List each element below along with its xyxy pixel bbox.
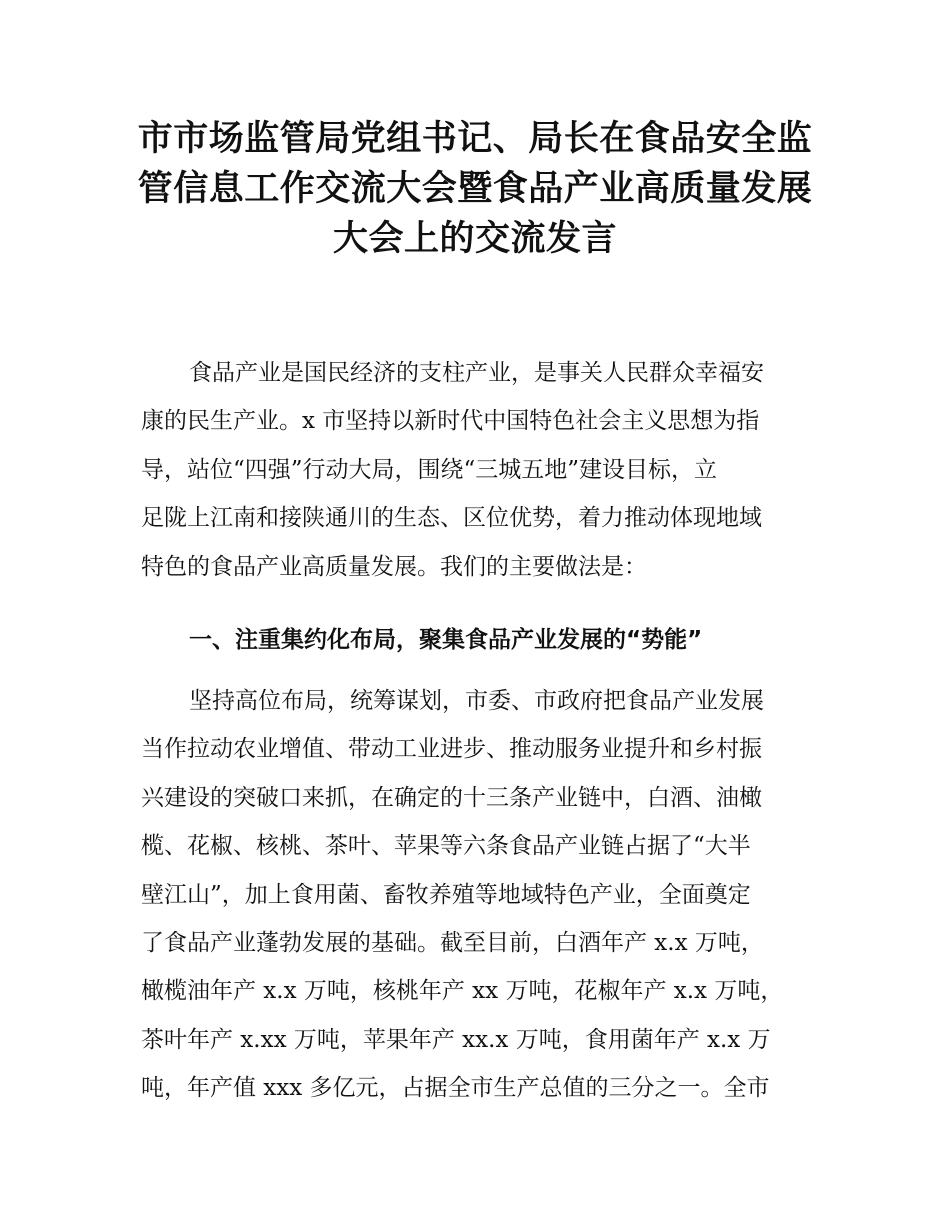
paragraph-line: 橄榄油年产 x.x 万吨，核桃年产 xx 万吨，花椒年产 x.x 万吨，: [141, 978, 784, 1005]
paragraph-line: 兴建设的突破口来抓，在确定的十三条产业链中，白酒、油橄: [141, 784, 762, 811]
title-line: 大会上的交流发言: [332, 219, 617, 259]
paragraph-line: 特色的食品产业高质量发展。我们的主要做法是：: [141, 553, 647, 580]
paragraph-line: 当作拉动农业增值、带动工业进步、推动服务业提升和乡村振: [141, 736, 762, 763]
paragraph-line: 了食品产业蓬勃发展的基础。截至目前，白酒年产 x.x 万吨，: [141, 930, 764, 957]
paragraph-line: 榄、花椒、核桃、茶叶、苹果等六条食品产业链占据了“大半: [141, 833, 751, 860]
document-title: [120, 114, 830, 264]
section-1-heading: 一、注重集约化布局，聚集食品产业发展的“势能”: [189, 627, 703, 653]
paragraph-line: 吨，年产值 xxx 多亿元，占据全市生产总值的三分之一。全市: [141, 1075, 770, 1102]
paragraph-line: 导，站位“四强”行动大局，围绕“三城五地”建设目标，立: [141, 456, 718, 483]
paragraph-line: 康的民生产业。x 市坚持以新时代中国特色社会主义思想为指: [141, 408, 760, 435]
paragraph-line: 坚持高位布局，统筹谋划，市委、市政府把食品产业发展: [189, 688, 764, 714]
title-line: 管信息工作交流大会暨食品产业高质量发展: [137, 169, 813, 209]
section-1-paragraph: [141, 677, 811, 1113]
paragraph-line: 茶叶年产 x.xx 万吨，苹果年产 xx.x 万吨，食用菌年产 x.x 万: [141, 1026, 771, 1053]
paragraph-line: 足陇上江南和接陕通川的生态、区位优势，着力推动体现地域: [141, 505, 762, 532]
intro-paragraph: [141, 349, 811, 591]
paragraph-line: 壁江山”，加上食用菌、畜牧养殖等地域特色产业，全面奠定: [141, 881, 751, 908]
title-line: 市市场监管局党组书记、局长在食品安全监: [137, 119, 813, 159]
paragraph-line: 食品产业是国民经济的支柱产业，是事关人民群众幸福安: [189, 360, 764, 386]
